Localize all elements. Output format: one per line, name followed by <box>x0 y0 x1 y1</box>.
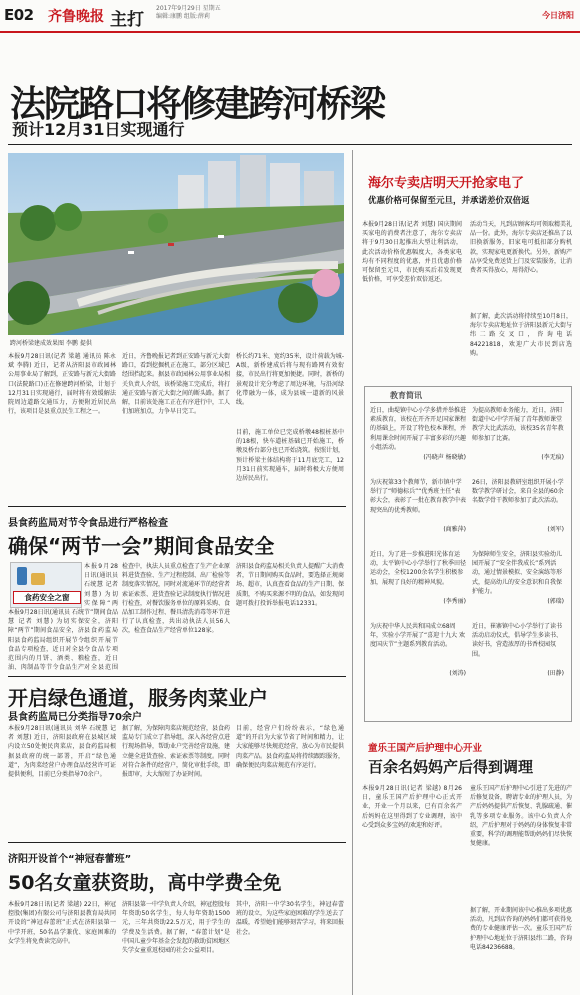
green-body-col2: 据了解，为保障肉菜店规范经营，县食药监局专门成立了指导组，深入各经营点进行现场指导，帮助业户完善经营设施，建立健全进货查验、索证索票等制度。同时对符合条件的经营户，简化审批手续，即报即审，大大缩短了办证时间。 <box>122 725 230 779</box>
nurse-headline: 百余名妈妈产后得到调理 <box>368 758 534 776</box>
edu-item <box>370 550 466 605</box>
edu-item-text: 近日，崔寨镇中心小学举行了读书活动启动仪式，倡导学生多读书、读好书，营造浓厚的书香校园氛围。 <box>472 623 563 658</box>
edu-item-byline: (刘军) <box>547 526 564 533</box>
food-kicker: 县食药监局对节令食品进行严格检查 <box>8 518 168 529</box>
edu-item-byline: (商雅萍) <box>443 526 466 533</box>
food-body-col1b: 本报9月28日讯(通讯员 石统慧 记者 刘慧) 为切实保障“两节”期间食品安全，济阳县食药监局组织开展节令食品专项检查，近日对全县范围内的月饼、酒类、粮油、肉制品等节令食品生产 <box>8 609 84 672</box>
food-safety-image <box>10 562 82 608</box>
edu-item-text: 为庆祝中华人民共和国成立68周年，实验小学开展了“喜迎十九大 欢度国庆节”主题系列教育活动。 <box>370 623 466 649</box>
food-package-icon <box>31 573 45 585</box>
haier-kicker: 优惠价格可保留至元旦，并承诺差价双倍返 <box>368 196 530 206</box>
girls-body-col3: 其中，济阳一中学30名学生，神冠春蕾班的设立，为这些家庭困难的学生送去了温暖，希望她们能够刻苦学习，将来回报社会。 <box>236 901 344 936</box>
green-headline: 开启绿色通道，服务肉菜业户 <box>8 686 268 710</box>
edu-item <box>472 622 564 677</box>
education-briefs-title: 教育简讯 <box>390 391 422 400</box>
divider <box>8 506 346 507</box>
nurse-body-col1: 本报9月28日讯(记者 梁越) 8月26日，童乐王国产后护理中心正式开业，开业一个月以来，已有百余名产后妈妈在这里得到了专业调理，该中心受到众多宝妈的欢迎和好评。 <box>362 785 462 829</box>
edu-item-text: 为提高教师业务能力，近日，济阳街道中心中学开展了青年教师课堂教学大比武活动，该校35名青年教师参加了比赛。 <box>472 407 564 442</box>
nurse-body-col2: 童乐王国产后护理中心引进了先进的产后修复设备，聘请专业的护理人员，为产后妈妈提供产后恢复、乳腺疏通、催乳等多项专业服务。该中心负责人介绍，产后护理对于妈妈的身体恢复非常重要，科学的调理能帮助妈妈们尽快恢复健康。 <box>470 785 572 848</box>
edu-item-text: 近日，为了进一步推进阳光体育运动，太平镇中心小学举行了秋季田径运动会，全校1200余名学生积极参加，展现了良好的精神风貌。 <box>370 551 466 586</box>
edu-item <box>370 406 466 461</box>
bridge-rendering-image <box>8 153 344 335</box>
edu-item-byline: (郭瑞) <box>547 598 564 605</box>
edu-item-byline: (李无痕) <box>541 454 564 461</box>
edu-item <box>370 478 466 533</box>
food-body-col3: 济阳县食药监局相关负责人提醒广大消费者，节日期间购买食品时，要选择正规商场、超市，认真查看食品的生产日期、保质期，不购买来源不明的食品，如发现问题可拨打投诉举报电话12331。 <box>236 563 344 607</box>
edu-item <box>472 406 564 461</box>
girls-body-col2: 济阳县第一中学负责人介绍，神冠控股每年资助50名学生，每人每年资助1500元，三年共资助22.5万元，用于学生的学费及生活费。据了解，“春蕾计划”是中国儿童少年基金会发起的救助贫困地区失学女童重返校园的社会公益项目。 <box>122 901 230 955</box>
divider <box>370 402 564 403</box>
edu-item-byline: (冯晓声 杨晓敏) <box>423 454 466 461</box>
lead-body-col2: 近日，齐鲁晚报记者到正安路与新元大街路口，看到挖掘机正在施工，部分区域已经围挡起来。据县市政园林公用事业局相关负责人介绍，该桥梁施工完成后，将打通正安路与新元大街之间的断头路。据了解，目前该处施工正在有序进行中，工人们加班加点，力争早日完工。 <box>122 353 230 416</box>
green-kicker: 县食药监局已分类指导70余户 <box>8 712 142 723</box>
header-rule <box>0 31 580 33</box>
girls-kicker: 济阳开设首个“神冠春蕾班” <box>8 854 132 865</box>
edu-item-byline: (李秀丽) <box>443 598 466 605</box>
edu-item-byline: (田静) <box>547 670 564 677</box>
green-body-col1: 本报9月28日讯(通讯员 刘华 石统慧 记者 刘慧) 近日，济阳县政府在县城区域内设立50处便民肉菜店，县食药监局根据县政府的统一部署，开启“绿色通道”，为肉菜经营户办理食品经营许可证提供便利，目前已分类指导70余户。 <box>8 725 116 779</box>
column-rule <box>352 150 353 995</box>
nurse-kicker: 童乐王国产后护理中心开业 <box>368 743 483 754</box>
issue-date: 2017年9月29日 星期五 <box>156 5 221 12</box>
edu-item <box>472 478 564 533</box>
haier-body-col2b: 据了解，此次活动将持续至10月8日，海尔专卖店地址位于济阳县新元大街与纬二路交叉口，咨询电话84221818，欢迎广大市民到店选购。 <box>470 313 572 357</box>
issue-meta <box>156 5 221 21</box>
divider <box>8 676 346 677</box>
section-label: 今日济阳 <box>542 11 574 20</box>
lead-subhead: 预计12月31日实现通行 <box>12 120 185 139</box>
divider <box>8 144 572 145</box>
green-body-col3: 目前，经营户们纷纷表示，“绿色通道”的开启为大家节省了时间和精力，让大家能够尽快规范经营，放心为市民提供肉菜产品。县食药监局将持续跟踪服务，确保便民肉菜店规范有序运行。 <box>236 725 344 769</box>
edition-number: E02 <box>4 6 34 24</box>
nurse-body-col2b: 据了解，开业期间该中心推出多项优惠活动，凡到店咨询的妈妈们都可获得免费的专业健康评估一次。童乐王国产后护理中心地址位于济阳县纬二路，咨询电话84236688。 <box>470 907 572 951</box>
bridge-rendering-svg <box>8 153 344 335</box>
lead-headline: 法院路口将修建跨河桥梁 <box>10 83 385 125</box>
food-body-col2: 检查中，执法人员重点检查了生产企业原料进货查验、生产过程控制、出厂检验等制度落实情况，同时对流通环节的经营者索证索票、进货查验记录制度执行情况进行检查，对餐饮服务单位的原料采购、食品加工制作过程、餐具清洗消毒等环节进行了认真检查，共出动执法人员56人次，检查食品生产经营单位128家。 <box>122 563 230 635</box>
haier-body-col1: 本报9月28日讯(记者 刘慧) 国庆期间买家电的消费者注意了，海尔专卖店将于9月30日起推出大型让利活动，此次活动价格优惠幅度大，各类家电均有不同程度的优惠，并且优惠价格可保留至元旦，市民购买后若发现更低价格，可享受差价双倍返还。 <box>362 221 462 284</box>
lead-body-col3b: 目前，施工单位已完成桥墩48根桩基中的18根，快车道桩基础已开始施工，桥墩及桥台部分也已开始浇筑。按照计划，预计桥梁主体结构将于11月底完工，12月31日前实现通车，届时将极大方便周边居民出行。 <box>236 429 344 483</box>
edu-item <box>472 550 564 605</box>
edu-item-text: 为保障师生安全，济阳县实验幼儿园开展了“安全伴我成长”系列活动，通过情景模拟、安全演练等形式，提高幼儿的安全意识和自我保护能力。 <box>472 551 563 595</box>
haier-body-col2: 活动当天，凡到店顾客均可领取精美礼品一份。此外，海尔专卖店还推出了以旧换新服务，旧家电可抵扣部分购机款，实现家电更新换代。另外，新购产品享受免费送货上门及安装服务，让消费者买得放心，用得舒心。 <box>470 221 572 275</box>
newspaper-logo: 齐鲁晚报 <box>48 9 104 25</box>
lead-body-col3: 桥长约71米、宽约35米，设计荷载为城-A级，新桥建成后将与现有路网有效衔接，市民出行将更加便捷。同时，新桥的景观设计充分考虑了周边环境，与沿河绿化带融为一体，成为县城一道新的风景线。 <box>236 353 344 407</box>
edu-item-byline: (刘涛) <box>449 670 466 677</box>
girls-body-col1: 本报9月28日讯(记者 梁越) 22日，神冠控股(集团)有限公司与济阳县教育局共同开设的“神冠春蕾班”正式在济阳县第一中学开班，50名品学兼优、家庭困难的女学生将免费读完高中。 <box>8 901 116 945</box>
edu-item <box>370 622 466 677</box>
haier-headline: 海尔专卖店明天开抢家电了 <box>368 176 525 191</box>
divider <box>8 842 346 843</box>
edu-item-text: 为庆祝第33个教师节，新市镇中学举行了“师德标兵”“优秀班主任”表彰大会，表彰了一批在教育教学中表现突出的优秀教师。 <box>370 479 466 514</box>
food-body-col1: 本报9月28日讯(通讯员 石统慧 记者 刘慧) 为切实保障“两节”期间食品安全，济阳县食药监局组织开展节令食品专项检查，近日对全县范围 <box>84 563 118 672</box>
food-headline: 确保“两节一会”期间食品安全 <box>8 534 275 558</box>
section-name: 主打 <box>110 10 144 30</box>
bottle-icon <box>17 567 27 585</box>
food-safety-label: 食药安全之窗 <box>13 591 81 604</box>
edu-item-text: 26日，济阳县教研室组织开展小学数学教学研讨会，来自全县的60余名数学骨干教师参加了此次活动。 <box>472 479 564 505</box>
girls-headline: 50名女童获资助，高中学费全免 <box>8 872 282 894</box>
edu-item-text: 近日，曲堤镇中心小学多措并举推进素质教育，该校在开齐开足国家课程的基础上，开设了特色校本课程，并利用课余时间开展了丰富多彩的兴趣小组活动。 <box>370 407 466 451</box>
issue-editors: 编辑:康鹏 组版:薛莉 <box>156 13 210 20</box>
lead-body-col1: 本报9月28日讯(记者 梁越 通讯员 陈永斌 李腾) 近日，记者从济阳县市政园林公用事业局了解到，正安路与新元大街路口(法院路口)正在修建跨河桥梁，计划于12月31日实现通行，届时将有效缓解法院周边道路交通压力，方便附近居民出行，该项目是县重点民生工程之一。 <box>8 353 116 416</box>
photo-caption: 跨河桥梁建成效果图 李鹏 提供 <box>10 340 92 347</box>
